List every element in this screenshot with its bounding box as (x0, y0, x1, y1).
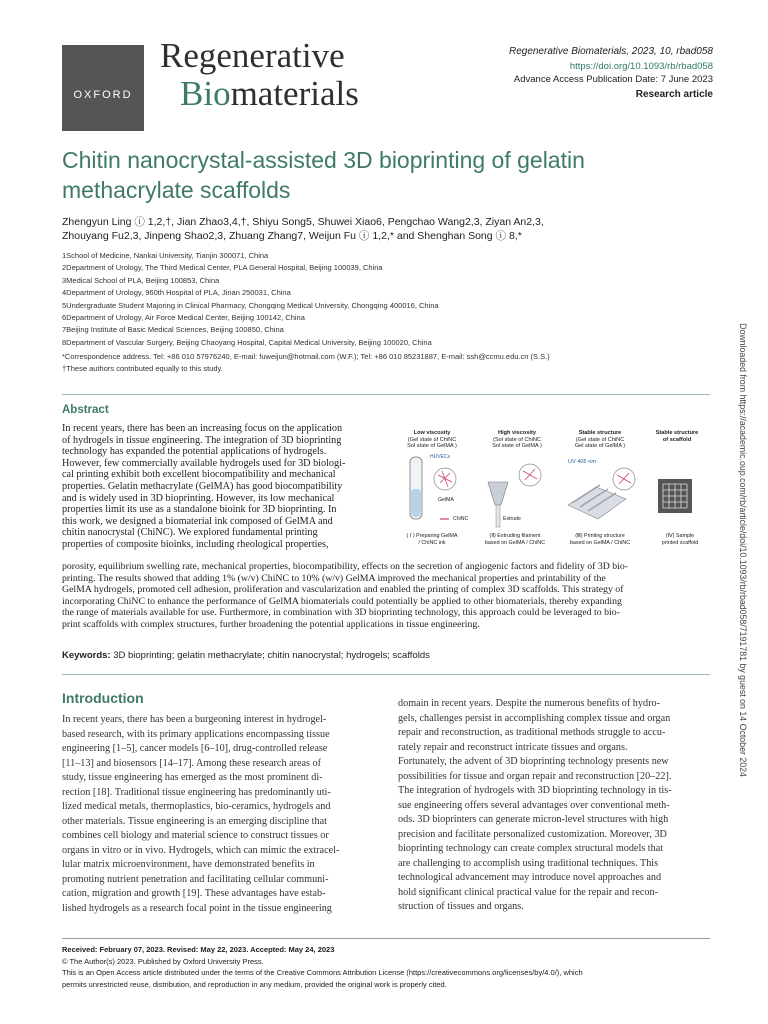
affiliation: 4Department of Urology, 960th Hospital of PLA, Jinan 250031, China (62, 288, 291, 298)
abstract-line: printing. The results showed that adding 1% (w/v) ChiNC to 10% (w/v) GelMA improved the mechanical properties and printability of the (62, 572, 606, 584)
intro-line: are challenging to accomplish using traditional techniques. This (398, 857, 659, 869)
journal-title-rest: materials (230, 74, 359, 113)
intro-line: [11–13] and biosensors [14–17]. Among these research areas of (62, 757, 322, 769)
intro-line: organs in vitro or in vivo. Hydrogels, which can mimic the extracel- (62, 844, 340, 856)
affiliations (62, 250, 682, 349)
abstract-line: of hydrogels in tissue engineering. The integration of 3D bioprinting (62, 434, 342, 446)
journal-title-line2 (180, 76, 359, 111)
abstract-line: incorporating ChiNC to enhance the performance of GelMA biomaterials could potentially be applied to other biomaterials, thereby expanding (62, 595, 622, 607)
intro-line: precision and facilitate personalized customization. Moreover, 3D (398, 828, 667, 840)
caption-4-sub: printed scaffold (661, 540, 699, 546)
intro-line: struction of tissues and organs. (398, 901, 524, 912)
intro-line: ods. 3D bioprinters can generate micron-level structures with high (398, 814, 669, 825)
tube-liquid-shape (411, 489, 421, 517)
author-list (62, 215, 672, 243)
footer (62, 944, 712, 990)
intro-line: lished hydrogels as a research focal point in the tissue engineering (62, 902, 332, 914)
intro-line: based research, with its primary applications encompassing tissue (62, 728, 330, 740)
download-side-note (733, 240, 753, 860)
footer-dates: Received: February 07, 2023. Revised: May 22, 2023. Accepted: May 24, 2023 (62, 945, 335, 954)
advance-access-date: Advance Access Publication Date: 7 June 2023 (513, 74, 713, 85)
caption-3: (Ⅲ) Printing structure (575, 533, 625, 539)
abstract-heading: Abstract (62, 404, 109, 416)
equal-contribution-note: †These authors contributed equally to this study. (62, 364, 223, 373)
intro-line: In recent years, there has been a burgeoning interest in hydrogel- (62, 714, 327, 725)
article-title: Chitin nanocrystal-assisted 3D bioprinting of gelatin methacrylate scaffolds (62, 147, 585, 203)
caption-4: (Ⅳ) Sample (665, 533, 695, 539)
intro-line: hold significant clinical practical value for the repair and recon- (398, 886, 658, 898)
oxford-logo (62, 45, 144, 131)
intro-left-column (62, 713, 377, 916)
abstract-line: technology has expanded the potential applications of hydrogels. (62, 446, 327, 458)
download-side-text: Downloaded from https://academic.oup.com/rb/article/doi/10.1093/rb/rbad058/7191781 by guest on 14 October 2024 (738, 323, 748, 777)
abstract-line: the range of materials available for use. Furthermore, in combination with 3D bioprinting technology, this approach could be leveraged to bio- (62, 607, 620, 619)
abstract-line: In recent years, there has been an increasing focus on the application (62, 423, 343, 434)
keywords (62, 650, 430, 661)
affiliation: 6Department of Urology, Air Force Medical Center, Beijing 100142, China (62, 313, 305, 323)
intro-line: possibilities for tissue and organ repair and reconstruction [20–22]. (398, 770, 672, 782)
abstract-column (62, 423, 377, 551)
stage3-sub: Gel state of GelMA ) (574, 443, 626, 449)
journal-title-bio: Bio (180, 74, 231, 113)
stage3-sub: (Gel state of ChiNC (575, 437, 625, 443)
intro-line: bioprinting technology can create complex structural models that (398, 843, 664, 854)
intro-top-rule (62, 674, 710, 675)
stage1-sub: Sol state of GelMA ) (407, 443, 457, 449)
intro-line: study, tissue engineering has emerged as the most prominent di- (62, 772, 323, 783)
correspondence: *Correspondence address. Tel: +86 010 57976240, E-mail: fuweijun@hotmail.com (W.F.); Tel: +86 010 85231887, E-mail: ssh@ccmu.edu.cn (S.S.) (62, 352, 550, 361)
caption-1-sub: / ChiNC ink (418, 540, 446, 546)
intro-line: gels, challenges persist in accomplishing complex tissue and organ (398, 712, 671, 724)
gelma-label: GelMA (438, 497, 454, 503)
abstract-line: porosity, equilibrium swelling rate, mechanical properties, biocompatibility, effects on the secretion of angiogenic factors and fidelity of 3D bio- (62, 561, 629, 572)
stage4-sub: of scaffold (662, 437, 692, 443)
filament-shape (496, 505, 500, 527)
abstract-line: GelMA hydrogels, promoted cell adhesion, proliferation and vascularization and enabled the printing of complex 3D scaffolds. This strategy of (62, 584, 624, 596)
abstract-line: properties limit its use as a standalone bioink for 3D bioprinting. In (62, 504, 337, 516)
keywords-text: 3D bioprinting; gelatin methacrylate; chitin nanocrystal; hydrogels; scaffolds (113, 650, 430, 661)
abstract-line: this work, we designed a biomaterial ink composed of GelMA and (62, 515, 333, 527)
abstract-line: properties. Gelatin methacrylate (GelMA) has good biocompatibility (62, 480, 343, 492)
intro-line: promoting nutrient penetration and facilitating cellular communi- (62, 873, 329, 885)
intro-line: repair and reconstruction, as traditional methods struggle to accu- (398, 727, 666, 738)
caption-2-sub: based on GelMA / ChiNC (484, 540, 546, 546)
huvecs-label: HUVECs (430, 454, 451, 460)
graphical-abstract (400, 427, 720, 554)
intro-line: domain in recent years. Despite the numerous benefits of hydro- (398, 698, 660, 709)
stage3-title: Stable structure (578, 430, 622, 436)
footer-rule (62, 938, 710, 939)
intro-line: The integration of hydrogels with 3D bioprinting technology in tis- (398, 785, 672, 796)
intro-line: engineering [1–5], cancer models [6–10], drug-controlled release (62, 743, 328, 754)
stage4-title: Stable structure (655, 430, 699, 436)
stage2-sub: Sol state of GelMA ) (492, 443, 542, 449)
chinc-label: ChiNC (453, 516, 469, 522)
footer-license-2: permits unrestricted reuse, distribution, and reproduction in any medium, provided the original work is properly cited. (62, 979, 447, 989)
abstract-line: chitin nanocrystal (ChiNC). We explored fundamental printing (62, 527, 318, 539)
intro-line: other materials. Tissue engineering is an emerging discipline that (62, 815, 327, 827)
affiliation: 7Beijing Institute of Basic Medical Sciences, Beijing 100850, China (62, 325, 284, 335)
intro-line: lized medical metals, thermoplastics, bio-ceramics, hydrogels and (62, 801, 331, 812)
intro-line: rection [18]. Traditional tissue engineering has predominantly uti- (62, 786, 331, 798)
intro-right-column (398, 697, 713, 915)
abstract-line: properties of composite bioinks, including rheological properties, (62, 538, 329, 550)
stage2-sub: (Sol state of ChiNC (493, 437, 541, 443)
abstract-line: and is widely used in 3D bioprinting. However, its low mechanical (62, 492, 335, 504)
uv-label: UV 405 nm (568, 459, 596, 465)
intro-line: combines cell biology and material science to construct tissues or (62, 830, 329, 841)
affiliation: 1School of Medicine, Nankai University, Tianjin 300071, China (62, 251, 269, 260)
affiliation: 3Medical School of PLA, Beijing 100853, China (62, 275, 220, 285)
stage1-title: Low viscosity (413, 430, 451, 436)
oxford-logo-text: OXFORD (73, 89, 133, 101)
article-type: Research article (635, 89, 713, 100)
citation: Regenerative Biomaterials, 2023, 10, rbad058 (508, 46, 713, 57)
intro-line: lular matrix microenvironment, have demonstrated benefits in (62, 859, 315, 870)
stage1-sub: (Gel state of ChiNC (407, 437, 457, 443)
abstract-top-rule (62, 394, 710, 395)
intro-line: technological advancement may introduce novel approaches and (398, 872, 662, 883)
abstract-line: cal printing exhibit both excellent biocompatibility and mechanical (62, 469, 336, 481)
caption-2: (Ⅱ) Extruding filament (489, 533, 541, 539)
abstract-full-width (62, 561, 712, 631)
intro-line: rately repair and reconstruct intricate tissues and organs. (398, 741, 628, 753)
footer-license-1: This is an Open Access article distributed under the terms of the Creative Commons Attribution License (https://creativecommons.org/licenses/by/4.0/), which (62, 968, 583, 977)
affiliation: 8Department of Vascular Surgery, Beijing Chaoyang Hospital, Capital Medical University, Beijing 100020, China (62, 337, 432, 347)
nozzle-shape (488, 482, 508, 505)
print-scaffold-shape (568, 487, 626, 519)
abstract-line: However, few commercially available hydrogels used for 3D biologi- (62, 457, 346, 469)
intro-line: sue engineering offers several advantages over conventional meth- (398, 799, 670, 811)
introduction-heading: Introduction (62, 690, 144, 706)
extrude-label: Extrude (503, 516, 521, 522)
doi-link[interactable]: https://doi.org/10.1093/rb/rbad058 (569, 61, 713, 72)
keywords-label: Keywords: (62, 650, 111, 661)
intro-line: Fortunately, the advent of 3D bioprinting technology presents new (398, 756, 669, 767)
affiliation: 2Department of Urology, The Third Medical Center, PLA General Hospital, Beijing 100039, China (62, 263, 383, 273)
author-line-1: Zhengyun Ling ⓘ 1,2,†, Jian Zhao3,4,†, Shiyu Song5, Shuwei Xiao6, Pengchao Wang2,3, Ziyan An2,3, (62, 216, 544, 228)
affiliation: 5Undergraduate Student Majoring in Clinical Pharmacy, Chongqing Medical University, Chongqing 400016, China (62, 300, 439, 310)
footer-copyright: © The Author(s) 2023. Published by Oxford University Press. (62, 956, 264, 966)
stage2-title: High viscosity (498, 430, 536, 436)
author-line-2: Zhouyang Fu2,3, Jinpeng Shao2,3, Zhuang Zhang7, Weijun Fu ⓘ 1,2,* and Shenghan Song ⓘ 8,* (62, 230, 522, 242)
journal-title-line1: Regenerative (160, 36, 345, 75)
abstract-line: print scaffolds with complex structures, further broadening the potential applications in tissue engineering. (62, 618, 480, 630)
caption-1: ( Ⅰ ) Preparing GelMA (406, 533, 458, 539)
caption-3-sub: based on GelMA / ChiNC (569, 540, 631, 546)
correspondence-block (62, 351, 702, 375)
intro-line: cation, migration and growth [19]. These advantages have estab- (62, 888, 326, 899)
